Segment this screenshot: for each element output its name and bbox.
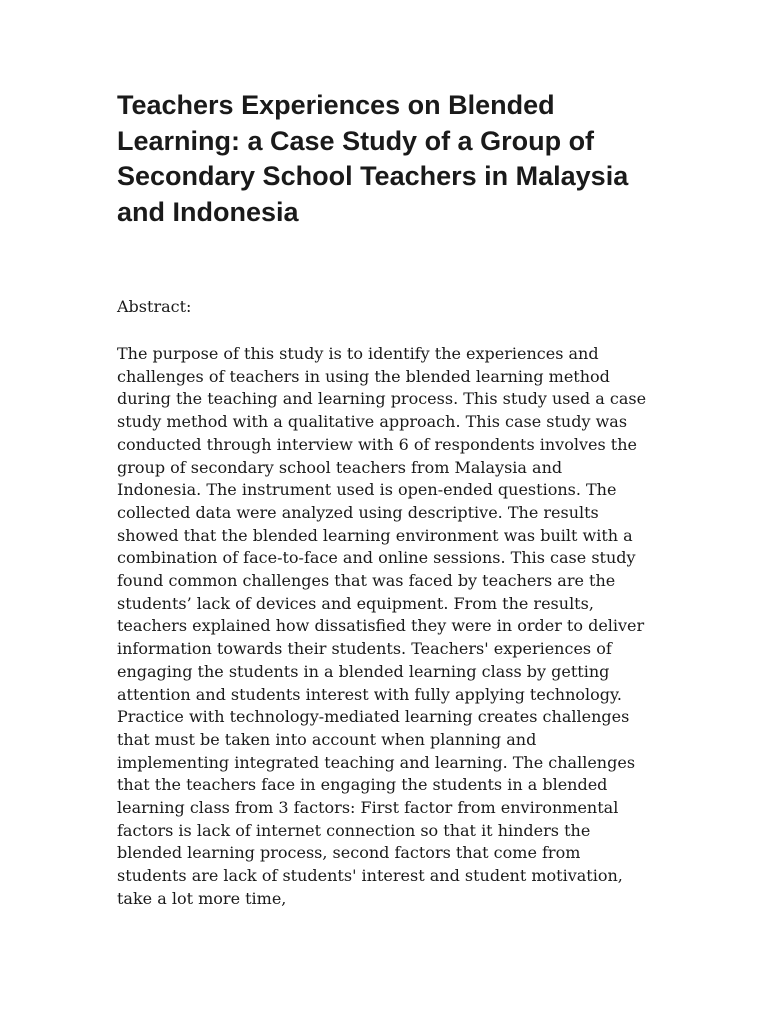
abstract-body: The purpose of this study is to identify the experiences and challenges of teachers in using the blended learning method during the teaching and learning process. This study used a case study method with a qualitative approach. This case study was conducted through interview with 6 of respondents involves the group of secondary school teachers from Malaysia and Indonesia. The instrument used is open-ended questions. The collected data were analyzed using descriptive. The results showed that the blended learning environment was built with a combination of face-to-face and online sessions. This case study found common challenges that was faced by teachers are the students’ lack of devices and equipment. From the results, teachers explained how dissatisfied they were in order to deliver information towards their students. Teachers' experiences of engaging the students in a blended learning class by getting attention and students interest with fully applying technology. Practice with technology-mediated learning creates challenges that must be taken into account when planning and implementing integrated teaching and learning. The challenges that the teachers face in engaging the students in a blended learning class from 3 factors: First factor from environmental factors is lack of internet connection so that it hinders the blended learning process, second factors that come from students are lack of students' interest and student motivation, take a lot more time, (117, 344, 647, 908)
abstract-heading: Abstract: (117, 297, 192, 316)
document-title: Teachers Experiences on Blended Learning: a Case Study of a Group of Secondary School Teachers in Malaysia and Indonesia (117, 90, 629, 227)
